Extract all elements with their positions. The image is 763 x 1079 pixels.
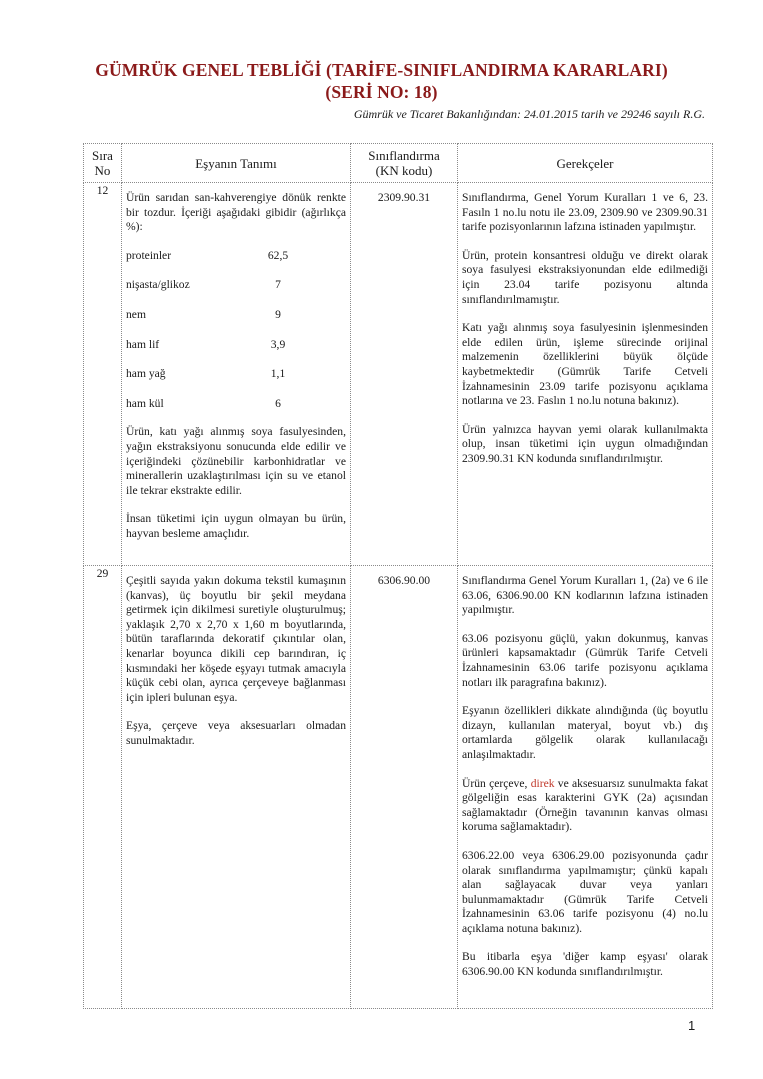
kn-code: 2309.90.31	[351, 183, 458, 566]
reason-paragraph: Eşyanın özellikleri dikkate alındığında (üç boyutlu dizayn, kullanılan materyal, boyut vb.) dış ortamlarda gölgelik olarak kullanılacağı anlaşılmaktadır.	[462, 704, 708, 761]
description-paragraph: Ürün sarıdan san-kahverengiye dönük renkte bir tozdur. İçeriği aşağıdaki gibidir (ağırlıkça %):	[126, 191, 346, 234]
reason-paragraph: Katı yağı alınmış soya fasulyesinin işlenmesinden elde edilen ürün, işleme sürecinde orijinal malzemenin özelliklerini büyük ölçüde kaybetmektedir (Gümrük Tarife Cetveli İzahnamesinin 23.09 tarife pozisyonu açıklama notlarına ve 23. Faslın 1 no.lu notuna bakınız).	[462, 321, 708, 408]
col-header-tanim: Eşyanın Tanımı	[122, 144, 351, 183]
table-row	[84, 183, 713, 566]
item-description	[122, 566, 351, 1009]
col-header-gerekceler: Gerekçeler	[458, 144, 713, 183]
page-number: 1	[688, 1018, 696, 1033]
document-series: (SERİ NO: 18)	[325, 82, 438, 102]
row-number: 29	[84, 566, 122, 1009]
composition-table	[126, 249, 298, 412]
document-title: GÜMRÜK GENEL TEBLİĞİ (TARİFE-SINIFLANDIRMA KARARLARI)	[95, 60, 668, 80]
source-note: Gümrük ve Ticaret Bakanlığından: 24.01.2015 tarih ve 29246 sayılı R.G.	[353, 107, 705, 121]
composition-row: proteinler 62,5	[126, 248, 289, 262]
reason-paragraph: 6306.22.00 veya 6306.29.00 pozisyonunda çadır olarak sınıflandırma yapılmamıştır; çünkü kapalı alan sağlayacak duvar veya yanları bulunmamaktadır (Gümrük Tarife Cetveli İzahnamesinin 63.06 tarife pozisyonu (4) no.lu açıklama notuna bakınız).	[462, 848, 708, 935]
col-header-sira: Sıra No	[84, 144, 122, 183]
reasons-cell	[458, 566, 713, 1009]
composition-row: ham yağ 1,1	[126, 367, 286, 381]
row-number: 12	[84, 183, 122, 566]
table-header-row	[84, 144, 713, 183]
composition-row: nem 9	[126, 307, 281, 321]
kn-code: 6306.90.00	[351, 566, 458, 1009]
description-paragraph: Ürün, katı yağı alınmış soya fasulyesinden, yağın ekstraksiyonu sonucunda elde edilir ve içeriğindeki çözünebilir karbonhidratlar ve minerallerin uzaklaştırılması için su ve etanol ile tekrar ekstrakte edilir.	[126, 425, 346, 497]
reason-paragraph: Sınıflandırma, Genel Yorum Kuralları 1 ve 6, 23. Fasıln 1 no.lu notu ile 23.09, 2309.90 ve 2309.90.31 tarife pozisyonlarının lafzına istinaden yapılmıştır.	[462, 191, 708, 234]
reason-paragraph: 63.06 pozisyonu güçlü, yakın dokunmuş, kanvas ürünleri kapsamaktadır (Gümrük Tarife Cetveli İzahnamesinin 63.06 tarife pozisyonu açıklama notları ilk paragrafına bakınız).	[462, 631, 708, 689]
reason-paragraph: Ürün yalnızca hayvan yemi olarak kullanılmakta olup, insan tüketimi için uygun olmadığından 2309.90.31 KN kodunda sınıflandırılmıştır.	[462, 422, 708, 465]
reason-paragraph: Ürün, protein konsantresi olduğu ve direkt olarak soya fasulyesi ekstraksiyonundan elde edilmediği için 23.04 tarife pozisyonu altında sınıflandırılmamıştır.	[462, 248, 708, 306]
description-paragraph: Eşya, çerçeve veya aksesuarları olmadan sunulmaktadır.	[126, 719, 346, 747]
table-row	[84, 566, 713, 1009]
item-description	[122, 183, 351, 566]
reason-paragraph: Bu itibarla eşya 'diğer kamp eşyası' olarak 6306.90.00 KN kodunda sınıflandırılmıştır.	[462, 950, 708, 979]
reason-paragraph: Sınıflandırma Genel Yorum Kuralları 1, (2a) ve 6 ile 63.06, 6306.90.00 KN kodlarının lafzına istinaden yapılmıştır.	[462, 574, 708, 617]
description-paragraph: Çeşitli sayıda yakın dokuma tekstil kumaşının (kanvas), üç boyutlu bir şekil meydana getirmek için dikilmesi suretiyle oluşturulmuş; yaklaşık 2,70 x 2,70 x 1,60 m boyutlarında, bütün taraflarında dekoratif çıkıntılar olan, kenarlar boyunca dikili cep barındıran, iç kısmındaki her köşede eşyayı tutmak amacıyla küçük cebi olan, ayrıca çerçeveye bağlanması için ipleri bulunan eşya.	[126, 574, 346, 704]
reason-paragraph: Ürün çerçeve, direk ve aksesuarsız sunulmakta fakat gölgeliğin esas karakterini GYK (2a) açısından sağlamaktadır (Örneğin tavanının kanvas olması koruma sağlamaktadır).	[462, 776, 708, 834]
classification-table	[83, 143, 713, 1009]
composition-row: nişasta/glikoz 7	[126, 278, 281, 292]
composition-row: ham lif 3,9	[126, 337, 286, 351]
description-paragraph: İnsan tüketimi için uygun olmayan bu ürün, hayvan besleme amaçlıdır.	[126, 512, 346, 540]
col-header-siniflandirma: Sınıflandırma (KN kodu)	[351, 144, 458, 183]
composition-row: ham kül 6	[126, 396, 281, 410]
reasons-cell	[458, 183, 713, 566]
highlighted-word: direk	[530, 776, 555, 790]
